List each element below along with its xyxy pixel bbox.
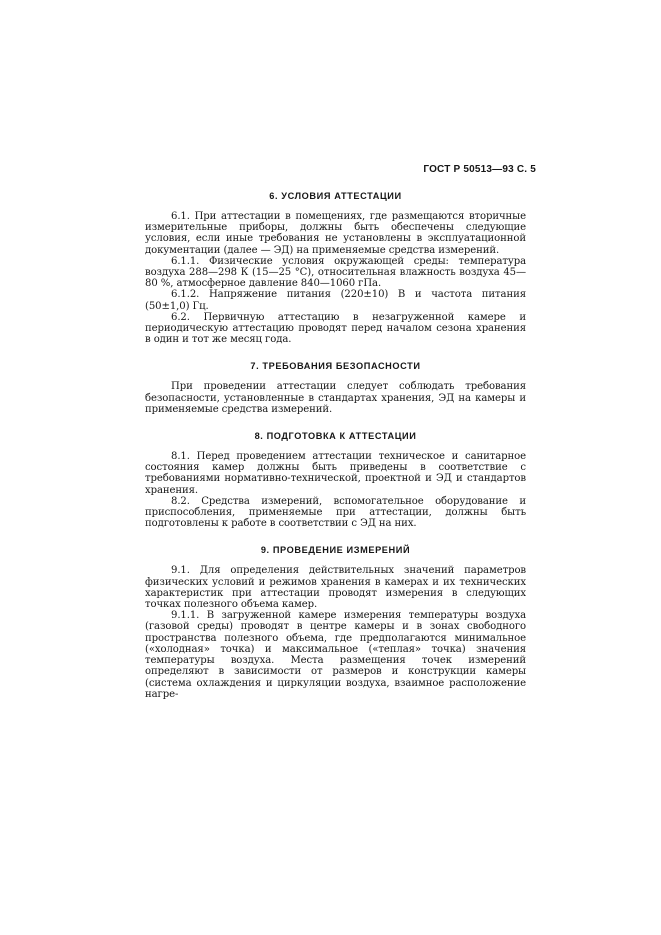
paragraph: 8.2. Средства измерений, вспомогательное оборудование и приспособления, применяемые при аттестации, должны быть подготовлены к работе в соответствии с ЭД на них. [145,495,526,530]
section-7-safety-requirements [145,360,526,415]
section-heading: 6. УСЛОВИЯ АТТЕСТАЦИИ [269,191,402,201]
section-heading: 9. ПРОВЕДЕНИЕ ИЗМЕРЕНИЙ [260,545,411,556]
paragraph: 6.2. Первичную аттестацию в незагруженной камере и периодическую аттестацию проводят перед началом сезона хранения в один и тот же месяц года. [145,311,526,346]
section-heading: 7. ТРЕБОВАНИЯ БЕЗОПАСНОСТИ [250,361,421,372]
paragraph: 9.1.1. В загруженной камере измерения температуры воздуха (газовой среды) проводят в центре камеры и в зонах свободного пространства полезного объема, где предполагаются минимальное («холодная» точка) и максимальное («теплая» точка) значения температуры воздуха. Места размещения точек измерений определяют в зависимости от размеров и конструкции камеры (система охлаждения и циркуляции воздуха, взаимное расположение нагре- [145,610,526,700]
paragraph: 8.1. Перед проведением аттестации техническое и санитарное состояния камер должны быть приведены в соответствие с требованиями нормативно-технической, проектной и ЭД и стандартов хранения. [145,451,526,496]
page-header-code: ГОСТ Р 50513—93 С. 5 [423,164,536,175]
paragraph: 6.1.1. Физические условия окружающей среды: температура воздуха 288—298 К (15—25 °С), относительная влажность воздуха 45—80 %, атмосферное давление 840—1060 гПа. [145,255,526,290]
section-6-attestation-conditions [145,190,526,345]
section-heading: 8. ПОДГОТОВКА К АТТЕСТАЦИИ [254,431,417,442]
paragraph: При проведении аттестации следует соблюдать требования безопасности, установленные в стандартах хранения, ЭД на камеры и применяемые средства измерений. [145,381,526,415]
paragraph: 9.1. Для определения действительных значений параметров физических условий и режимов хранения в камерах и их технических характеристик при аттестации проводят измерения в следующих точках полезного объема камер. [145,565,526,611]
section-8-preparation [145,430,526,529]
section-9-measurements [145,544,526,699]
paragraph: 6.1.2. Напряжение питания (220±10) В и частота питания (50±1,0) Гц. [145,289,526,312]
paragraph: 6.1. При аттестации в помещениях, где размещаются вторичные измерительные приборы, должны быть обеспечены следующие условия, если иные требования не установлены в эксплуатационной документации (далее — ЭД) на применяемые средства измерений. [145,211,526,256]
document-body [145,190,526,700]
